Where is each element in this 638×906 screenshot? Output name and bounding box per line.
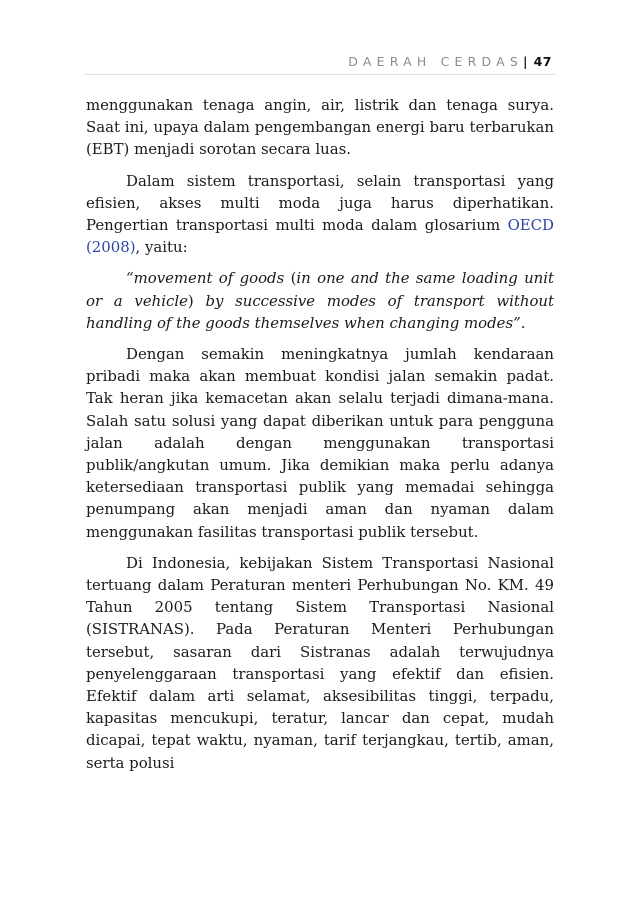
paragraph-2 bbox=[86, 170, 554, 259]
quote-paren-open: ( bbox=[284, 269, 297, 288]
paragraph-2-text: Dalam sistem transportasi, selain transportasi yang efisien, akses multi moda juga harus diperhatikan. Pengertian transportasi multi moda dalam glosarium bbox=[86, 171, 554, 235]
quote-paragraph bbox=[86, 267, 554, 334]
paragraph-5: Di Indonesia, kebijakan Sistem Transportasi Nasional tertuang dalam Peraturan menteri Perhubungan No. KM. 49 Tahun 2005 tentang Sistem Transportasi Nasional (SISTRANAS). Pada Peraturan Menteri Perhubungan tersebut, sasaran dari Sistranas adalah terwujudnya penyelenggaraan transportasi yang efektif dan efisien. Efektif dalam arti selamat, aksesibilitas tinggi, terpadu, kapasitas mencukupi, teratur, lancar dan cepat, mudah dicapai, tepat waktu, nyaman, tarif terjangkau, tertib, aman, serta polusi bbox=[86, 553, 554, 772]
page-header bbox=[84, 46, 556, 75]
header-separator: | bbox=[523, 54, 528, 69]
quote-paren-close: ) bbox=[187, 291, 194, 310]
paragraph-1: menggunakan tenaga angin, air, listrik dan tenaga surya. Saat ini, upaya dalam pengembangan energi baru terbarukan (EBT) menjadi sorotan secara luas. bbox=[86, 96, 554, 159]
quote-part-3: by successive modes of transport without handling of the goods themselves when changing modes”. bbox=[86, 291, 554, 332]
running-title: DAERAH CERDAS bbox=[348, 54, 524, 69]
header-text bbox=[348, 54, 552, 70]
paragraph-2-tail: , yaitu: bbox=[135, 238, 188, 257]
body-text bbox=[86, 94, 554, 774]
oecd-citation-link[interactable]: OECD (2008) bbox=[86, 216, 554, 257]
quote-part-2: in one and the same loading unit or a vehicle bbox=[86, 269, 555, 310]
page-number: 47 bbox=[533, 54, 552, 69]
quote-part-1: “movement of goods bbox=[126, 269, 285, 288]
paragraph-4: Dengan semakin meningkatnya jumlah kendaraan pribadi maka akan membuat kondisi jalan semakin padat. Tak heran jika kemacetan akan selalu terjadi dimana-mana. Salah satu solusi yang dapat diberikan untuk para pengguna jalan adalah dengan menggunakan transportasi publik/angkutan umum. Jika demikian maka perlu adanya ketersediaan transportasi publik yang memadai sehingga penumpang akan menjadi aman dan nyaman dalam menggunakan fasilitas transportasi publik tersebut. bbox=[86, 345, 554, 541]
